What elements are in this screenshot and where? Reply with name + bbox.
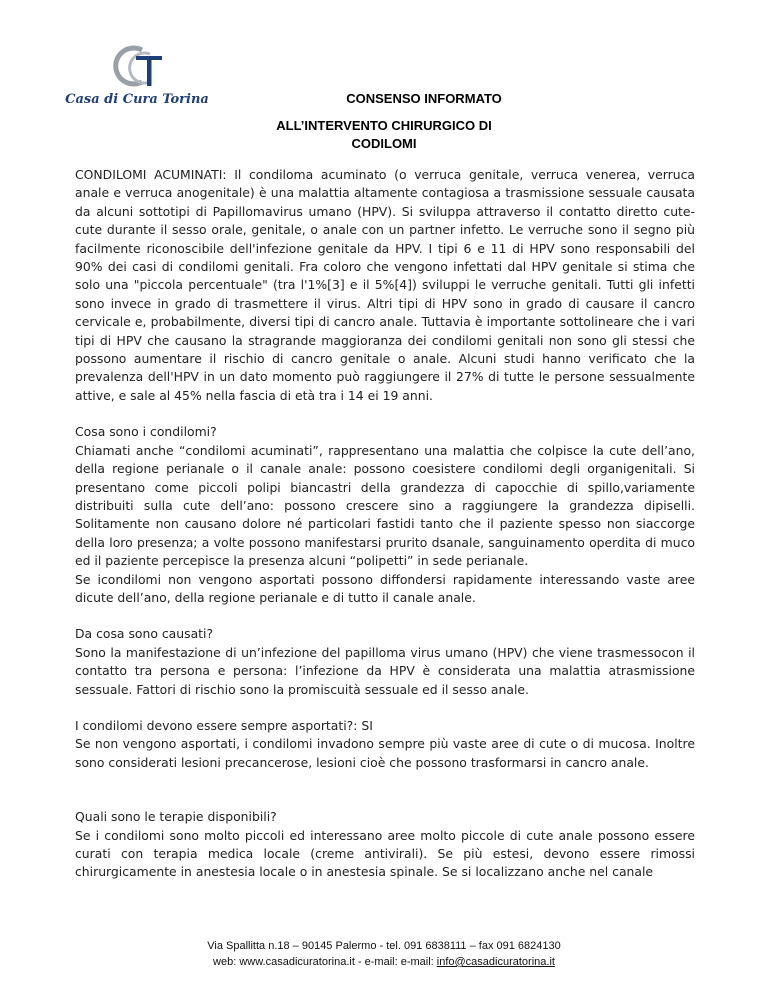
document-title: CONSENSO INFORMATO (346, 91, 502, 106)
document-body (75, 166, 695, 900)
section-text: Se i condilomi sono molto piccoli ed interessano aree molto piccole di cute anale possono essere curati con terapia medica locale (creme antivirali). Se più estesi, devono essere rimossi chirurgicamente in anestesia locale o in anestesia spinale. Se si localizzano anche nel canale (75, 827, 695, 880)
page-footer (0, 938, 768, 970)
section-what-are (75, 423, 695, 607)
section-text: Sono la manifestazione di un’infezione del papilloma virus umano (HPV) che viene trasmessocon il contatto tra persona e persona: l’infezione da HPV è considerata una malattia atrasmissione sessuale. Fattori di rischio sono la promiscuità sessuale ed il sesso anale. (75, 644, 695, 697)
subtitle-line-1: ALL’INTERVENTO CHIRURGICO DI (276, 118, 492, 133)
section-heading: I condilomi devono essere sempre asportati?: SI (75, 717, 373, 733)
email-link[interactable]: info@casadicuratorina.it (436, 956, 555, 968)
section-causes (75, 625, 695, 699)
ct-monogram-icon (108, 42, 168, 94)
section-text: Se non vengono asportati, i condilomi invadono sempre più vaste aree di cute o di mucosa. Inoltre sono considerati lesioni precancerose, lesioni cioè che possono trasformarsi in cancro anale. (75, 736, 695, 770)
footer-web: web: www.casadicuratorina.it - e-mail: e-mail: (213, 956, 437, 968)
clinic-name: Casa di Cura Torina (65, 92, 209, 107)
footer-contacts (0, 954, 768, 970)
subtitle-line-2: CODILOMI (351, 136, 417, 151)
footer-address: Via Spallitta n.18 – 90145 Palermo - tel. 091 6838111 – fax 091 6824130 (207, 940, 561, 952)
section-heading: Da cosa sono causati? (75, 626, 214, 642)
section-removal (75, 717, 695, 772)
document-subtitle (0, 117, 768, 153)
section-text-2: Se icondilomi non vengono asportati possono diffondersi rapidamente interessando vaste aree dicute dell’ano, della regione perianale e di tutto il canale anale. (75, 571, 695, 605)
section-heading: Cosa sono i condilomi? (75, 424, 217, 440)
intro-paragraph: CONDILOMI ACUMINATI: Il condiloma acuminato (o verruca genitale, verruca venerea, verruca anale e verruca anogenitale) è una malattia altamente contagiosa a trasmissione sessuale causata da alcuni sottotipi di Papillomavirus umano (HPV). Si sviluppa attraverso il contatto diretto cute-cute durante il sesso orale, genitale, o anale con un partner infetto. Le verruche sono il segno più facilmente riconoscibile dell'infezione genitale da HPV. I tipi 6 e 11 di HPV sono responsabili del 90% dei casi di condilomi genitali. Fra coloro che vengono infettati dal HPV genitale si stima che solo una "piccola percentuale" (tra l'1%[3] e il 5%[4]) sviluppi le verruche genitali. Tutti gli infetti sono invece in grado di trasmettere il virus. Altri tipi di HPV sono in grado di causare il cancro cervicale e, probabilmente, diversi tipi di cancro anale. Tuttavia è importante sottolineare che i vari tipi di HPV che causano la stragrande maggioranza dei condilomi genitali non sono gli stessi che possono aumentare il rischio di cancro genitale o anale. Alcuni studi hanno verificato che la prevalenza dell'HPV in un dato momento può raggiungere il 27% di tutte le persone sessualmente attive, e sale al 45% nella fascia di età tra i 14 ei 19 anni. (75, 167, 695, 403)
section-heading: Quali sono le terapie disponibili? (75, 809, 277, 825)
section-text: Chiamati anche “condilomi acuminati”, rappresentano una malattia che colpisce la cute dell’ano, della regione perianale o il canale anale: possono coesistere condilomi degli organigenitali. Si presentano come piccoli polipi biancastri della grandezza di capocchie di spillo,variamente distribuiti sulla cute dell’ano: possono crescere sino a raggiungere la grandezza dipiselli. Solitamente non causano dolore né particolari fastidi tanto che il paziente spesso non siaccorge della loro presenza; a volte possono manifestarsi prurito dsanale, sanguinamento operdita di muco ed il paziente percepisce la presenza alcuni “polipetti” in sede perianale. (75, 442, 695, 569)
section-therapies (75, 808, 695, 882)
